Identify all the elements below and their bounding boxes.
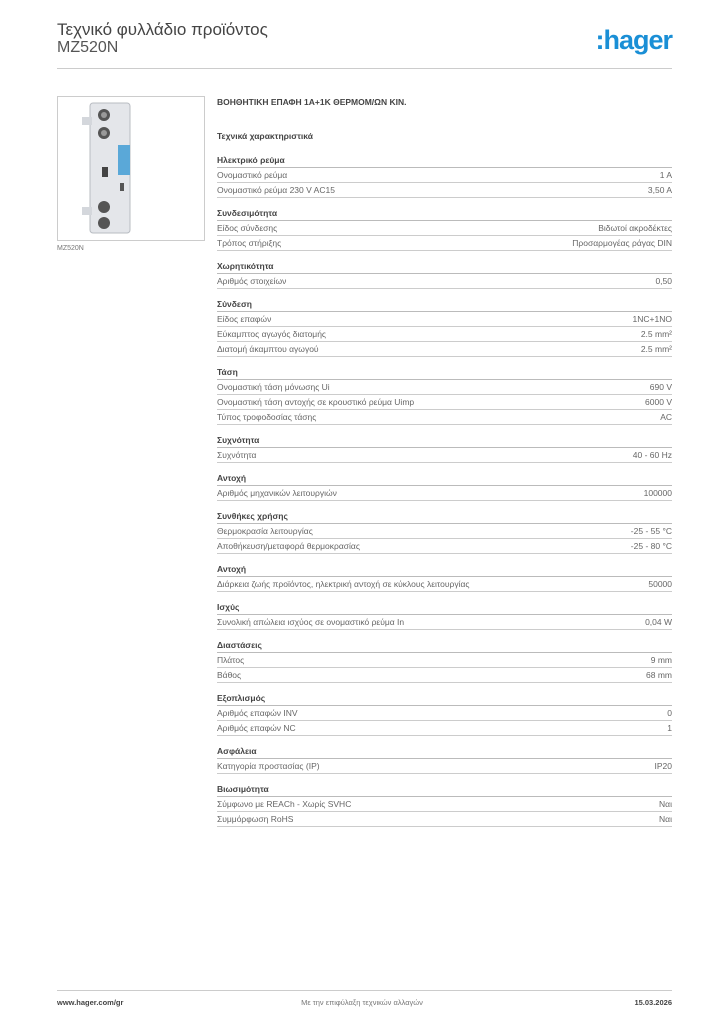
spec-value: Ναι: [659, 799, 672, 809]
spec-value: 1 A: [659, 170, 672, 180]
image-caption: MZ520N: [57, 245, 84, 252]
spec-label: Διατομή άκαμπτου αγωγού: [217, 344, 319, 354]
spec-section: [217, 783, 672, 827]
footer-website[interactable]: www.hager.com/gr: [57, 998, 124, 1007]
spec-row: [217, 312, 672, 327]
spec-label: Ονομαστικό ρεύμα 230 V AC15: [217, 185, 335, 195]
spec-label: Σύμφωνο με REACh - Χωρίς SVHC: [217, 799, 352, 809]
spec-section: [217, 745, 672, 774]
spec-row: [217, 395, 672, 410]
spec-value: 9 mm: [650, 655, 672, 665]
spec-label: Θερμοκρασία λειτουργίας: [217, 526, 313, 536]
spec-value: Βιδωτοί ακροδέκτες: [598, 223, 672, 233]
spec-label: Ονομαστική τάση αντοχής σε κρουστικό ρεύμα Uimp: [217, 397, 415, 407]
section-title: Συνθήκες χρήσης: [217, 510, 672, 524]
spec-row: [217, 524, 672, 539]
section-title: Διαστάσεις: [217, 639, 672, 653]
section-title: Συχνότητα: [217, 434, 672, 448]
spec-section: [217, 510, 672, 554]
section-title: Αντοχή: [217, 472, 672, 486]
spec-value: 0,04 W: [645, 617, 672, 627]
spec-value: 40 - 60 Hz: [632, 450, 672, 460]
spec-value: 50000: [648, 579, 672, 589]
tech-specs-title: Τεχνικά χαρακτηριστικά: [217, 131, 313, 141]
spec-row: [217, 812, 672, 827]
spec-content: [217, 97, 672, 827]
spec-row: [217, 327, 672, 342]
spec-value: Προσαρμογέας ράγας DIN: [572, 238, 672, 248]
spec-label: Τρόπος στήριξης: [217, 238, 282, 248]
spec-row: [217, 410, 672, 425]
spec-section: [217, 366, 672, 425]
spec-row: [217, 577, 672, 592]
spec-row: [217, 797, 672, 812]
spec-row: [217, 486, 672, 501]
header-divider: [57, 68, 672, 69]
spec-value: 100000: [643, 488, 672, 498]
section-title: Ισχύς: [217, 601, 672, 615]
spec-value: AC: [660, 412, 672, 422]
spec-value: 68 mm: [646, 670, 672, 680]
spec-label: Αριθμός μηχανικών λειτουργιών: [217, 488, 337, 498]
spec-row: [217, 236, 672, 251]
spec-label: Κατηγορία προστασίας (IP): [217, 761, 320, 771]
spec-label: Διάρκεια ζωής προϊόντος, ηλεκτρική αντοχή σε κύκλους λειτουργίας: [217, 579, 470, 589]
hager-logo: [595, 25, 672, 56]
spec-value: 2.5 mm²: [640, 329, 672, 339]
footer-note: Με την επιφύλαξη τεχνικών αλλαγών: [301, 998, 423, 1007]
spec-section: [217, 207, 672, 251]
spec-label: Βάθος: [217, 670, 242, 680]
spec-row: [217, 706, 672, 721]
section-title: Τάση: [217, 366, 672, 380]
spec-label: Συμμόρφωση RoHS: [217, 814, 294, 824]
spec-section: [217, 563, 672, 592]
section-title: Εξοπλισμός: [217, 692, 672, 706]
spec-row: [217, 668, 672, 683]
spec-value: 1: [667, 723, 672, 733]
spec-value: -25 - 55 °C: [630, 526, 672, 536]
spec-label: Εύκαμπτος αγωγός διατομής: [217, 329, 327, 339]
section-title: Ηλεκτρικό ρεύμα: [217, 154, 672, 168]
spec-row: [217, 168, 672, 183]
spec-row: [217, 539, 672, 554]
spec-label: Αριθμός στοιχείων: [217, 276, 287, 286]
footer-divider: [57, 990, 672, 991]
spec-section: [217, 434, 672, 463]
spec-label: Συνολική απώλεια ισχύος σε ονομαστικό ρεύμα In: [217, 617, 405, 627]
spec-row: [217, 221, 672, 236]
footer-date: 15.03.2026: [634, 998, 672, 1007]
spec-sections: [217, 154, 672, 827]
spec-value: IP20: [654, 761, 672, 771]
spec-row: [217, 721, 672, 736]
spec-value: 2.5 mm²: [640, 344, 672, 354]
spec-label: Είδος επαφών: [217, 314, 272, 324]
spec-value: 0: [667, 708, 672, 718]
spec-value: 690 V: [649, 382, 672, 392]
spec-label: Αποθήκευση/μεταφορά θερμοκρασίας: [217, 541, 360, 551]
spec-row: [217, 274, 672, 289]
document-title: Τεχνικό φυλλάδιο προϊόντος: [57, 20, 268, 39]
spec-value: 3,50 A: [647, 185, 672, 195]
spec-value: 1NC+1NO: [632, 314, 672, 324]
product-photo-icon: [58, 97, 204, 240]
section-title: Αντοχή: [217, 563, 672, 577]
spec-row: [217, 448, 672, 463]
spec-row: [217, 380, 672, 395]
section-title: Σύνδεση: [217, 298, 672, 312]
spec-section: [217, 260, 672, 289]
spec-section: [217, 692, 672, 736]
product-image: [57, 96, 205, 241]
section-title: Συνδεσιμότητα: [217, 207, 672, 221]
spec-value: 6000 V: [645, 397, 672, 407]
spec-section: [217, 298, 672, 357]
spec-section: [217, 472, 672, 501]
section-title: Χωρητικότητα: [217, 260, 672, 274]
spec-row: [217, 615, 672, 630]
spec-label: Τύπος τροφοδοσίας τάσης: [217, 412, 317, 422]
section-title: Βιωσιμότητα: [217, 783, 672, 797]
spec-row: [217, 183, 672, 198]
spec-label: Αριθμός επαφών NC: [217, 723, 296, 733]
spec-section: [217, 639, 672, 683]
spec-label: Αριθμός επαφών INV: [217, 708, 298, 718]
spec-label: Ονομαστική τάση μόνωσης Ui: [217, 382, 330, 392]
spec-row: [217, 342, 672, 357]
spec-label: Ονομαστικό ρεύμα: [217, 170, 288, 180]
spec-label: Συχνότητα: [217, 450, 257, 460]
spec-value: -25 - 80 °C: [630, 541, 672, 551]
product-name: ΒΟΗΘΗΤΙΚΗ ΕΠΑΦΗ 1Α+1Κ ΘΕΡΜΟΜ/ΩΝ ΚΙΝ.: [217, 97, 407, 107]
spec-section: [217, 154, 672, 198]
spec-label: Πλάτος: [217, 655, 245, 665]
document-model: MZ520N: [57, 39, 119, 56]
spec-label: Είδος σύνδεσης: [217, 223, 278, 233]
spec-value: Ναι: [659, 814, 672, 824]
spec-row: [217, 653, 672, 668]
spec-row: [217, 759, 672, 774]
spec-section: [217, 601, 672, 630]
spec-value: 0,50: [655, 276, 672, 286]
logo-text: :hager: [595, 25, 672, 55]
section-title: Ασφάλεια: [217, 745, 672, 759]
